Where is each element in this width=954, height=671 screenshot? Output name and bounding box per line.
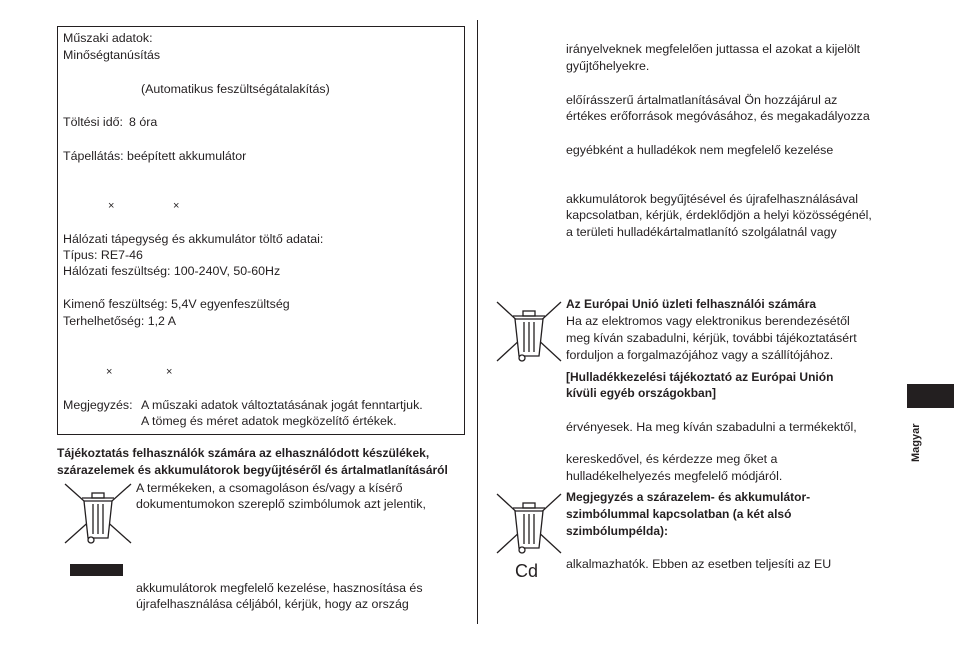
spec-times-mark: × bbox=[166, 366, 173, 378]
right-paragraph: irányelveknek megfelelően juttassa el azokat a kijelölt bbox=[566, 42, 861, 56]
battery-note-heading: Megjegyzés a szárazelem- és akkumulátor- bbox=[566, 490, 811, 504]
spec-times-mark: × bbox=[108, 200, 115, 212]
language-tab bbox=[907, 384, 954, 408]
spec-note-label: Megjegyzés: bbox=[63, 398, 133, 412]
non-eu-text: hulladékelhelyezés megfelelő módjáról. bbox=[566, 469, 783, 483]
spec-auto-voltage: (Automatikus feszültségátalakítás) bbox=[141, 82, 330, 96]
non-eu-text: kereskedővel, és kérdezze meg őket a bbox=[566, 452, 778, 466]
battery-note-heading: szimbólummal kapcsolatban (a két alsó bbox=[566, 507, 792, 521]
eu-business-text: forduljon a forgalmazójához vagy a szállítójához. bbox=[566, 348, 834, 362]
right-paragraph: előírásszerű ártalmatlanításával Ön hozzájárul az bbox=[566, 93, 838, 107]
spec-times-mark: × bbox=[173, 200, 180, 212]
eu-business-text: meg kíván szabadulni, kérjük, további tájékoztatásért bbox=[566, 331, 857, 345]
eu-business-text: Ha az elektromos vagy elektronikus berendezésétől bbox=[566, 314, 850, 328]
disposal-heading: Tájékoztatás felhasználók számára az elhasználódott készülékek, bbox=[57, 446, 430, 460]
right-paragraph: kapcsolatban, kérjük, érdeklődjön a helyi közösségénél, bbox=[566, 208, 872, 222]
right-paragraph: a területi hulladékártalmatlanító szolgálatnál vagy bbox=[566, 225, 837, 239]
eu-business-heading: Az Európai Unió üzleti felhasználói számára bbox=[566, 297, 817, 311]
spec-load: Terhelhetőség: 1,2 A bbox=[63, 314, 176, 328]
crossed-out-wheelie-bin-icon bbox=[494, 298, 564, 364]
spec-quality: Minőségtanúsítás bbox=[63, 48, 161, 62]
spec-mains-voltage: Hálózati feszültség: 100-240V, 50-60Hz bbox=[63, 264, 281, 278]
column-divider bbox=[477, 20, 478, 624]
spec-title: Műszaki adatok: bbox=[63, 31, 153, 45]
spec-charge-time-label: Töltési idő: bbox=[63, 115, 123, 129]
right-paragraph: értékes erőforrások megóvásához, és megakadályozza bbox=[566, 109, 870, 123]
spec-note-line: A tömeg és méret adatok megközelítő értékek. bbox=[141, 414, 397, 428]
spec-note-line: A műszaki adatok változtatásának jogát fenntartjuk. bbox=[141, 398, 423, 412]
disposal-heading: szárazelemek és akkumulátorok begyűjtéséről és ártalmatlanításáról bbox=[57, 463, 448, 477]
right-paragraph: akkumulátorok begyűjtésével és újrafelhasználásával bbox=[566, 192, 859, 206]
disposal-paragraph: újrafelhasználása céljából, kérjük, hogy az ország bbox=[136, 597, 409, 611]
battery-note-heading: szimbólumpélda): bbox=[566, 524, 669, 538]
language-label: Magyar bbox=[910, 423, 922, 462]
non-eu-heading: kívüli egyéb országokban] bbox=[566, 386, 717, 400]
non-eu-heading: [Hulladékkezelési tájékoztató az Európai Unión bbox=[566, 370, 834, 384]
spec-type: Típus: RE7-46 bbox=[63, 248, 143, 262]
spec-power-supply: Tápellátás: beépített akkumulátor bbox=[63, 149, 247, 163]
crossed-out-wheelie-bin-icon bbox=[494, 490, 564, 556]
spec-output-voltage: Kimenő feszültség: 5,4V egyenfeszültség bbox=[63, 297, 290, 311]
disposal-paragraph: A termékeken, a csomagoláson és/vagy a kísérő bbox=[136, 481, 403, 495]
spec-charge-time-value: 8 óra bbox=[129, 115, 158, 129]
disposal-paragraph: akkumulátorok megfelelő kezelése, hasznosítása és bbox=[136, 581, 423, 595]
right-paragraph: egyébként a hulladékok nem megfelelő kezelése bbox=[566, 143, 834, 157]
black-bar-symbol bbox=[70, 564, 123, 576]
spec-times-mark: × bbox=[106, 366, 113, 378]
right-paragraph: gyűjtőhelyekre. bbox=[566, 59, 650, 73]
spec-adapter-title: Hálózati tápegység és akkumulátor töltő adatai: bbox=[63, 232, 324, 246]
non-eu-text: érvényesek. Ha meg kíván szabadulni a termékektől, bbox=[566, 420, 857, 434]
disposal-paragraph: dokumentumokon szereplő szimbólumok azt jelentik, bbox=[136, 497, 426, 511]
battery-note-text: alkalmazhatók. Ebben az esetben teljesíti az EU bbox=[566, 557, 832, 571]
cadmium-symbol: Cd bbox=[515, 561, 539, 581]
crossed-out-wheelie-bin-icon bbox=[62, 480, 134, 546]
